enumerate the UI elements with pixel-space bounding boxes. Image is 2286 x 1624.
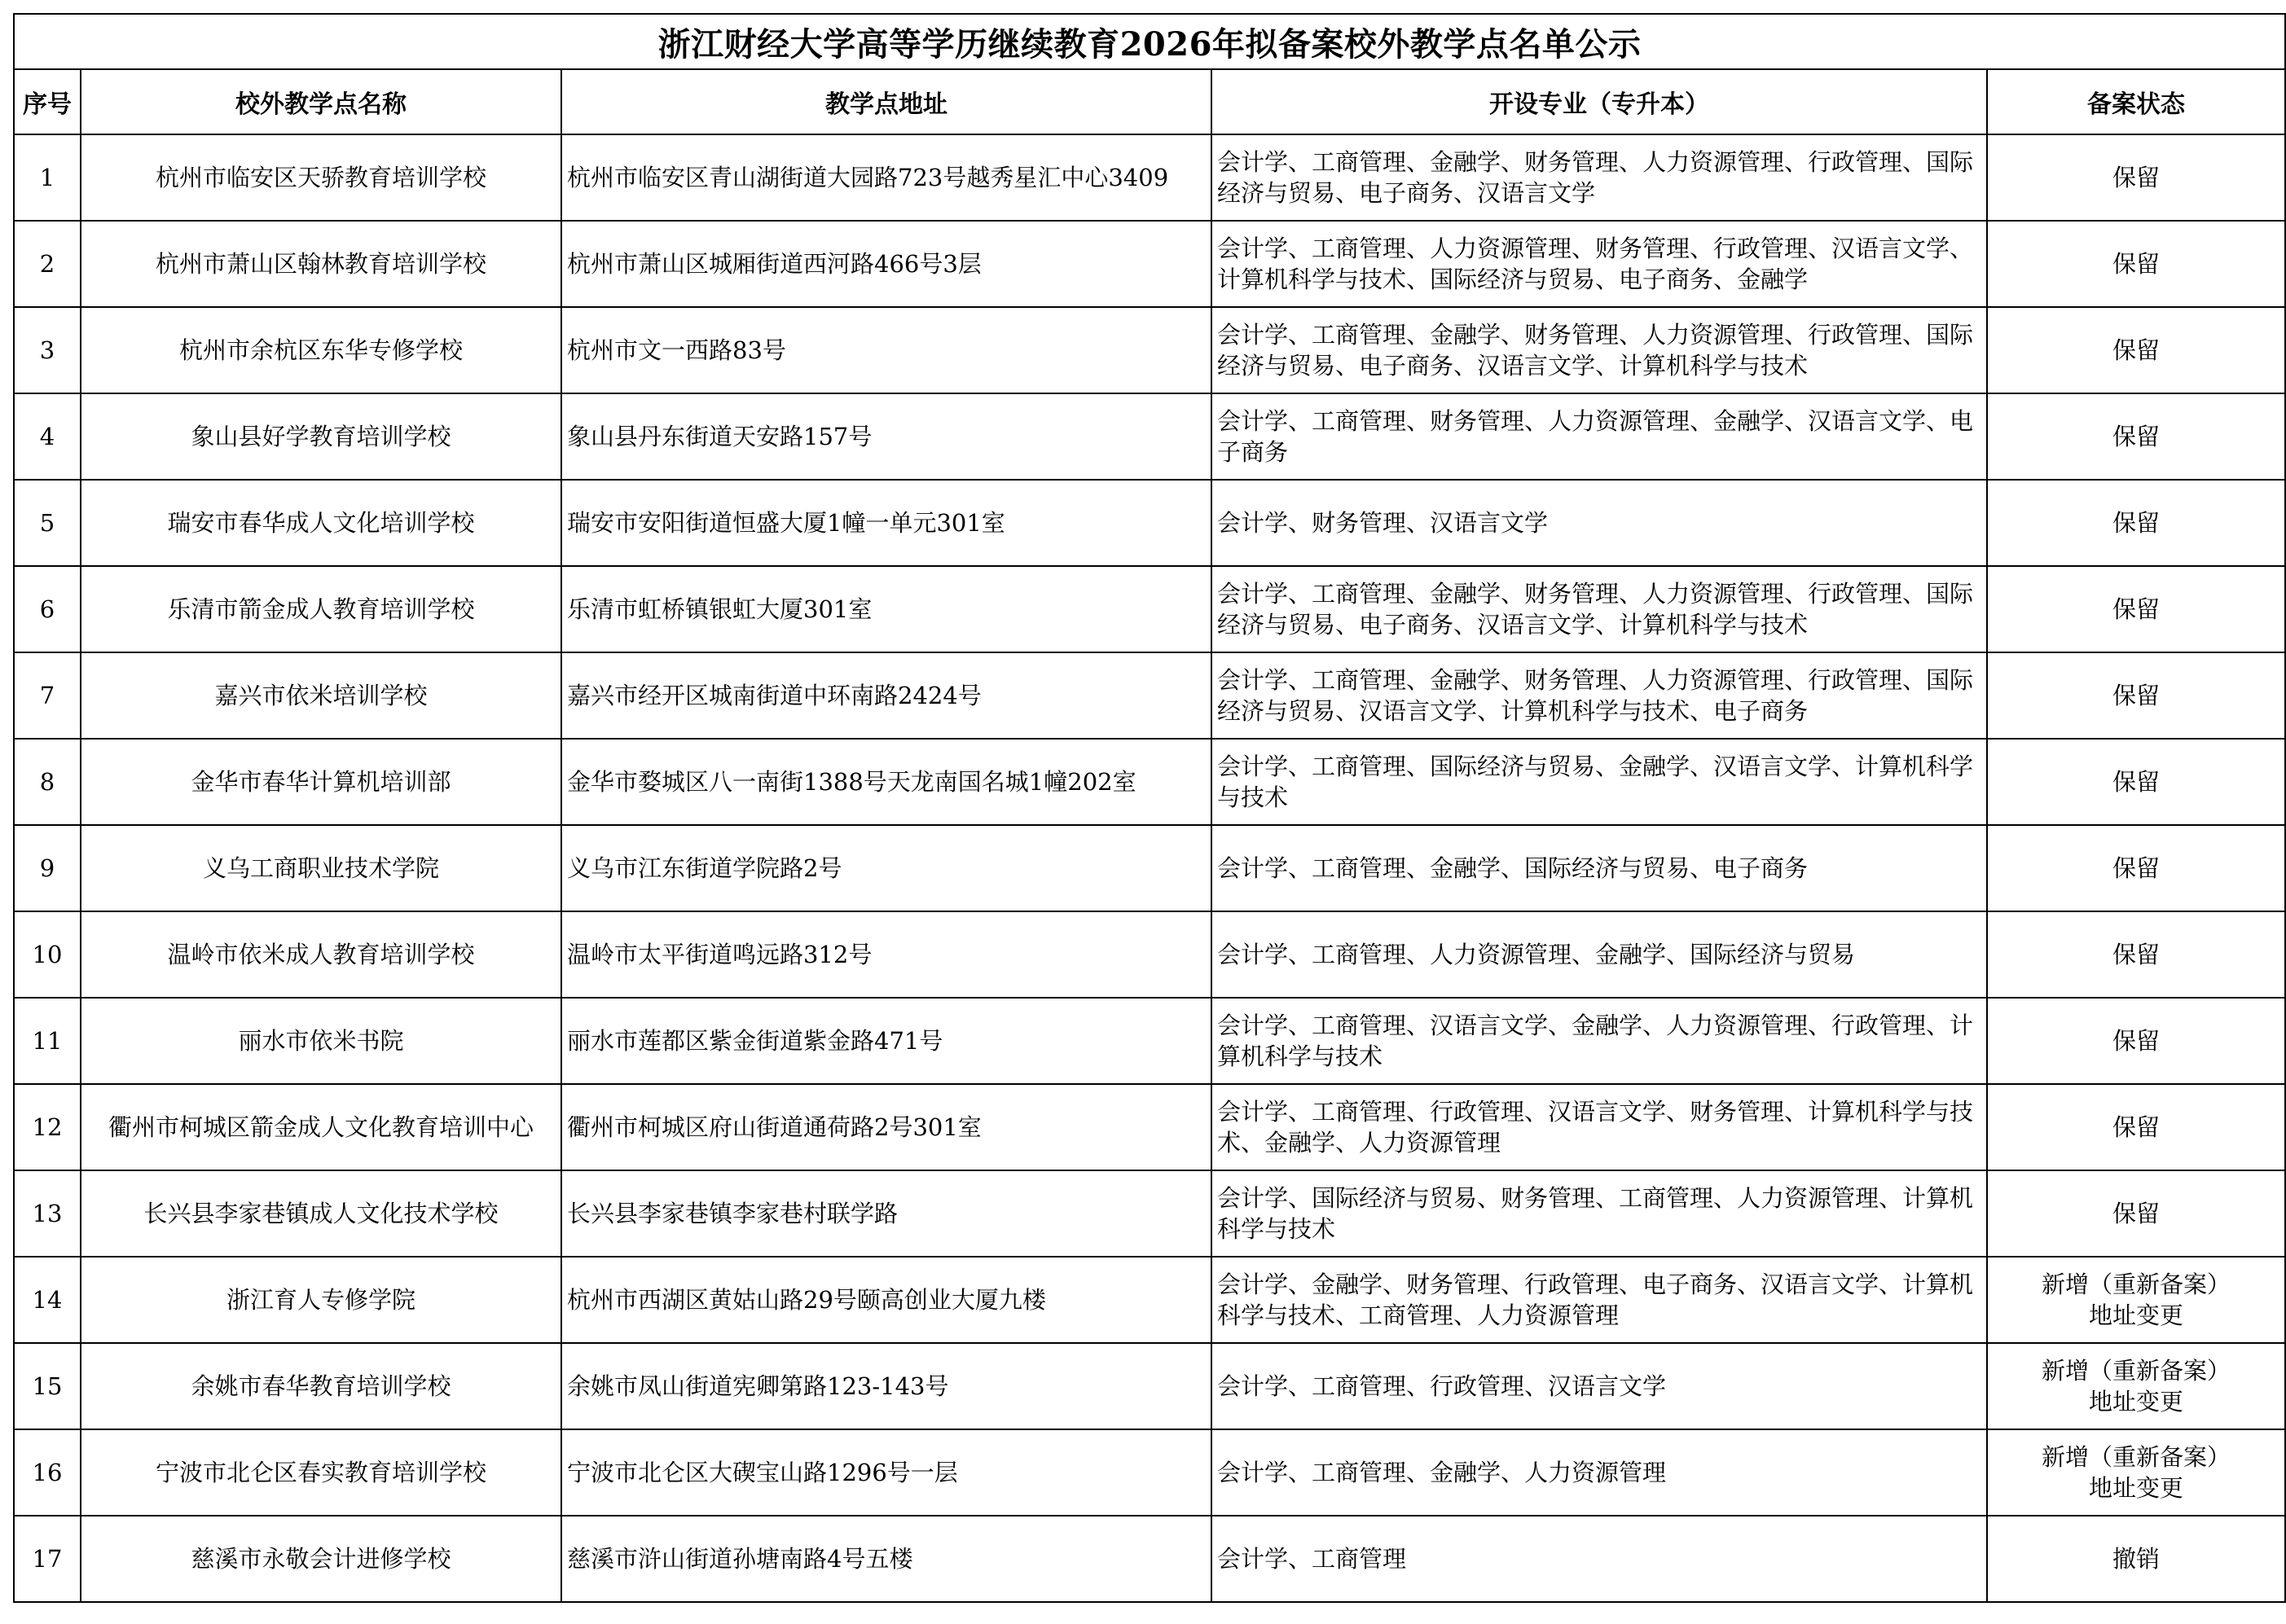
- cell-index: 5: [14, 480, 81, 566]
- cell-address: 象山县丹东街道天安路157号: [561, 393, 1211, 480]
- cell-majors: 会计学、工商管理、金融学、财务管理、人力资源管理、行政管理、国际经济与贸易、电子商务、汉语言文学: [1211, 134, 1987, 221]
- table-body: [14, 134, 2285, 1602]
- cell-name: 慈溪市永敬会计进修学校: [81, 1516, 561, 1602]
- cell-index: 10: [14, 911, 81, 998]
- cell-index: 6: [14, 566, 81, 652]
- cell-status: [1987, 393, 2285, 480]
- table-title: 浙江财经大学高等学历继续教育2026年拟备案校外教学点名单公示: [14, 14, 2285, 69]
- cell-status: [1987, 134, 2285, 221]
- cell-index: 17: [14, 1516, 81, 1602]
- cell-index: 3: [14, 307, 81, 393]
- cell-majors: 会计学、工商管理、人力资源管理、财务管理、行政管理、汉语言文学、计算机科学与技术、国际经济与贸易、电子商务、金融学: [1211, 221, 1987, 307]
- cell-name: 嘉兴市依米培训学校: [81, 652, 561, 739]
- cell-status: [1987, 652, 2285, 739]
- status-line: 保留: [2112, 1200, 2160, 1227]
- cell-name: 杭州市萧山区翰林教育培训学校: [81, 221, 561, 307]
- cell-name: 杭州市余杭区东华专修学校: [81, 307, 561, 393]
- header-majors: 开设专业（专升本）: [1211, 69, 1987, 134]
- cell-status: [1987, 825, 2285, 911]
- cell-majors: 会计学、工商管理、行政管理、汉语言文学: [1211, 1343, 1987, 1429]
- cell-status: [1987, 221, 2285, 307]
- table-row: [14, 825, 2285, 911]
- cell-majors: 会计学、工商管理、人力资源管理、金融学、国际经济与贸易: [1211, 911, 1987, 998]
- table-row: [14, 566, 2285, 652]
- cell-index: 11: [14, 998, 81, 1084]
- status-line: 保留: [2112, 1113, 2160, 1141]
- table-row: [14, 1516, 2285, 1602]
- cell-address: 衢州市柯城区府山街道通荷路2号301室: [561, 1084, 1211, 1170]
- status-line: 保留: [2112, 423, 2160, 450]
- cell-index: 12: [14, 1084, 81, 1170]
- status-line: 保留: [2112, 509, 2160, 537]
- cell-name: 金华市春华计算机培训部: [81, 739, 561, 825]
- cell-majors: 会计学、工商管理、金融学、财务管理、人力资源管理、行政管理、国际经济与贸易、电子商务、汉语言文学、计算机科学与技术: [1211, 566, 1987, 652]
- status-line: 保留: [2112, 336, 2160, 364]
- cell-address: 义乌市江东街道学院路2号: [561, 825, 1211, 911]
- table-row: [14, 739, 2285, 825]
- cell-majors: 会计学、工商管理、财务管理、人力资源管理、金融学、汉语言文学、电子商务: [1211, 393, 1987, 480]
- cell-name: 宁波市北仑区春实教育培训学校: [81, 1429, 561, 1516]
- cell-address: 嘉兴市经开区城南街道中环南路2424号: [561, 652, 1211, 739]
- table-row: [14, 1343, 2285, 1429]
- cell-majors: 会计学、工商管理、金融学、财务管理、人力资源管理、行政管理、国际经济与贸易、汉语言文学、计算机科学与技术、电子商务: [1211, 652, 1987, 739]
- status-line: 撤销: [2112, 1545, 2160, 1573]
- cell-address: 杭州市西湖区黄姑山路29号颐高创业大厦九楼: [561, 1257, 1211, 1343]
- cell-name: 浙江育人专修学院: [81, 1257, 561, 1343]
- header-address: 教学点地址: [561, 69, 1211, 134]
- status-line: 新增（重新备案）: [2041, 1443, 2231, 1471]
- cell-majors: 会计学、财务管理、汉语言文学: [1211, 480, 1987, 566]
- cell-status: [1987, 307, 2285, 393]
- cell-majors: 会计学、工商管理: [1211, 1516, 1987, 1602]
- status-line: 保留: [2112, 164, 2160, 191]
- cell-index: 16: [14, 1429, 81, 1516]
- table-row: [14, 221, 2285, 307]
- table-row: [14, 652, 2285, 739]
- header-status: 备案状态: [1987, 69, 2285, 134]
- status-line: 保留: [2112, 1027, 2160, 1055]
- cell-address: 慈溪市浒山街道孙塘南路4号五楼: [561, 1516, 1211, 1602]
- cell-name: 瑞安市春华成人文化培训学校: [81, 480, 561, 566]
- cell-address: 金华市婺城区八一南街1388号天龙南国名城1幢202室: [561, 739, 1211, 825]
- cell-majors: 会计学、国际经济与贸易、财务管理、工商管理、人力资源管理、计算机科学与技术: [1211, 1170, 1987, 1257]
- status-line: 地址变更: [2088, 1301, 2183, 1329]
- status-line: 保留: [2112, 595, 2160, 623]
- cell-name: 余姚市春华教育培训学校: [81, 1343, 561, 1429]
- cell-index: 4: [14, 393, 81, 480]
- cell-index: 9: [14, 825, 81, 911]
- cell-status: [1987, 1516, 2285, 1602]
- cell-name: 衢州市柯城区箭金成人文化教育培训中心: [81, 1084, 561, 1170]
- status-line: 保留: [2112, 768, 2160, 796]
- cell-majors: 会计学、金融学、财务管理、行政管理、电子商务、汉语言文学、计算机科学与技术、工商管理、人力资源管理: [1211, 1257, 1987, 1343]
- cell-name: 温岭市依米成人教育培训学校: [81, 911, 561, 998]
- cell-index: 13: [14, 1170, 81, 1257]
- cell-index: 8: [14, 739, 81, 825]
- cell-status: [1987, 998, 2285, 1084]
- status-line: 地址变更: [2088, 1388, 2183, 1416]
- cell-address: 杭州市萧山区城厢街道西河路466号3层: [561, 221, 1211, 307]
- cell-majors: 会计学、工商管理、金融学、国际经济与贸易、电子商务: [1211, 825, 1987, 911]
- cell-status: [1987, 739, 2285, 825]
- cell-status: [1987, 1257, 2285, 1343]
- cell-name: 丽水市依米书院: [81, 998, 561, 1084]
- table-row: [14, 911, 2285, 998]
- cell-name: 义乌工商职业技术学院: [81, 825, 561, 911]
- status-line: 新增（重新备案）: [2041, 1271, 2231, 1298]
- cell-status: [1987, 1084, 2285, 1170]
- table-row: [14, 1170, 2285, 1257]
- cell-majors: 会计学、工商管理、行政管理、汉语言文学、财务管理、计算机科学与技术、金融学、人力资源管理: [1211, 1084, 1987, 1170]
- cell-index: 2: [14, 221, 81, 307]
- cell-majors: 会计学、工商管理、汉语言文学、金融学、人力资源管理、行政管理、计算机科学与技术: [1211, 998, 1987, 1084]
- cell-address: 乐清市虹桥镇银虹大厦301室: [561, 566, 1211, 652]
- cell-address: 丽水市莲都区紫金街道紫金路471号: [561, 998, 1211, 1084]
- table-row: [14, 998, 2285, 1084]
- cell-status: [1987, 1170, 2285, 1257]
- header-row: [14, 69, 2285, 134]
- cell-status: [1987, 480, 2285, 566]
- cell-index: 7: [14, 652, 81, 739]
- table-row: [14, 393, 2285, 480]
- status-line: 保留: [2112, 250, 2160, 278]
- cell-majors: 会计学、工商管理、金融学、人力资源管理: [1211, 1429, 1987, 1516]
- cell-index: 14: [14, 1257, 81, 1343]
- cell-index: 15: [14, 1343, 81, 1429]
- header-index: 序号: [14, 69, 81, 134]
- cell-majors: 会计学、工商管理、金融学、财务管理、人力资源管理、行政管理、国际经济与贸易、电子商务、汉语言文学、计算机科学与技术: [1211, 307, 1987, 393]
- table-row: [14, 307, 2285, 393]
- cell-address: 杭州市文一西路83号: [561, 307, 1211, 393]
- cell-address: 瑞安市安阳街道恒盛大厦1幢一单元301室: [561, 480, 1211, 566]
- cell-name: 杭州市临安区天骄教育培训学校: [81, 134, 561, 221]
- table-row: [14, 1429, 2285, 1516]
- cell-status: [1987, 1429, 2285, 1516]
- cell-address: 余姚市凤山街道宪卿第路123-143号: [561, 1343, 1211, 1429]
- table-row: [14, 134, 2285, 221]
- cell-status: [1987, 911, 2285, 998]
- cell-address: 温岭市太平街道鸣远路312号: [561, 911, 1211, 998]
- status-line: 保留: [2112, 941, 2160, 968]
- cell-address: 长兴县李家巷镇李家巷村联学路: [561, 1170, 1211, 1257]
- cell-status: [1987, 1343, 2285, 1429]
- cell-name: 象山县好学教育培训学校: [81, 393, 561, 480]
- cell-status: [1987, 566, 2285, 652]
- table-row: [14, 1084, 2285, 1170]
- status-line: 保留: [2112, 682, 2160, 709]
- cell-index: 1: [14, 134, 81, 221]
- cell-address: 宁波市北仑区大碶宝山路1296号一层: [561, 1429, 1211, 1516]
- table-row: [14, 1257, 2285, 1343]
- cell-name: 乐清市箭金成人教育培训学校: [81, 566, 561, 652]
- status-line: 新增（重新备案）: [2041, 1357, 2231, 1385]
- cell-name: 长兴县李家巷镇成人文化技术学校: [81, 1170, 561, 1257]
- cell-address: 杭州市临安区青山湖街道大园路723号越秀星汇中心3409: [561, 134, 1211, 221]
- status-line: 地址变更: [2088, 1474, 2183, 1502]
- status-line: 保留: [2112, 854, 2160, 882]
- header-name: 校外教学点名称: [81, 69, 561, 134]
- table-row: [14, 480, 2285, 566]
- cell-majors: 会计学、工商管理、国际经济与贸易、金融学、汉语言文学、计算机科学与技术: [1211, 739, 1987, 825]
- public-notice-table: [13, 13, 2286, 1603]
